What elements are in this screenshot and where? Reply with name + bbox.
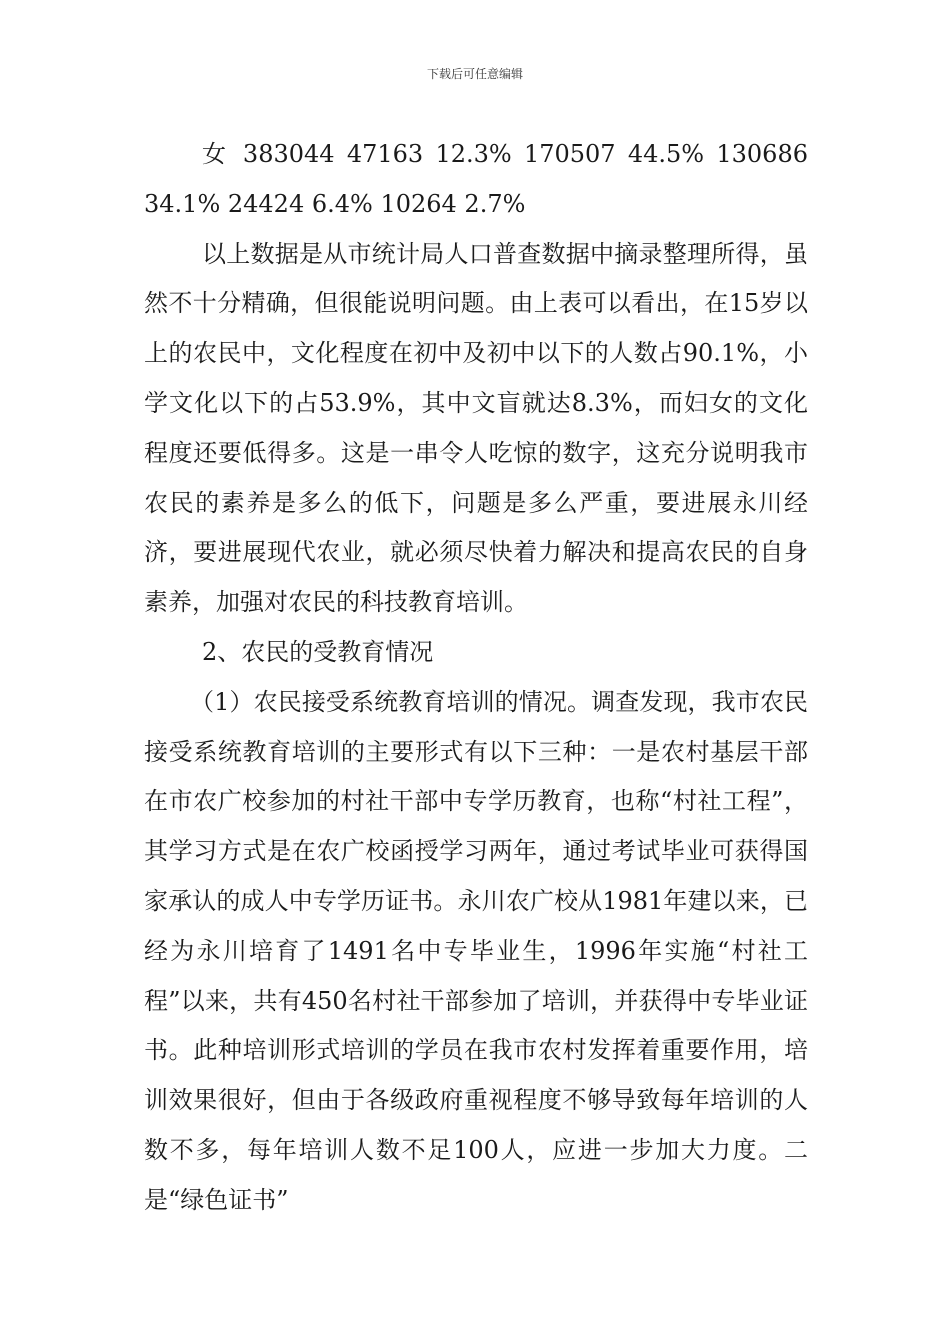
document-body [144,130,808,1226]
paragraph-data-analysis: 以上数据是从市统计局人口普查数据中摘录整理所得，虽然不十分精确，但很能说明问题。由上表可以看出，在15岁以上的农民中，文化程度在初中及初中以下的人数占90.1%，小学文化以下的占53.9%，其中文盲就达8.3%，而妇女的文化程度还要低得多。这是一串令人吃惊的数字，这充分说明我市农民的素养是多么的低下，问题是多么严重，要进展永川经济，要进展现代农业，就必须尽快着力解决和提高农民的自身素养，加强对农民的科技教育培训。 [144,239,808,617]
paragraph-system-training: （1）农民接受系统教育培训的情况。调查发现，我市农民接受系统教育培训的主要形式有以下三种：一是农村基层干部在市农广校参加的村社干部中专学历教育，也称“村社工程”，其学习方式是在农广校函授学习两年，通过考试毕业可获得国家承认的成人中专学历证书。永川农广校从1981年建以来，已经为永川培育了1491名中专毕业生，1996年实施“村社工程”以来，共有450名村社干部参加了培训，并获得中专毕业证书。此种培训形式培训的学员在我市农村发挥着重要作用，培训效果很好，但由于各级政府重视程度不够导致每年培训的人数不多，每年培训人数不足100人，应进一步加大力度。二是“绿色证书” [144,687,808,1214]
paragraph-table-row-female: 女 383044 47163 12.3% 170507 44.5% 130686 34.1% 24424 6.4% 10264 2.7% [144,140,808,218]
page-header: 下载后可任意编辑 [426,67,523,81]
section-heading-education: 2、农民的受教育情况 [202,637,434,666]
